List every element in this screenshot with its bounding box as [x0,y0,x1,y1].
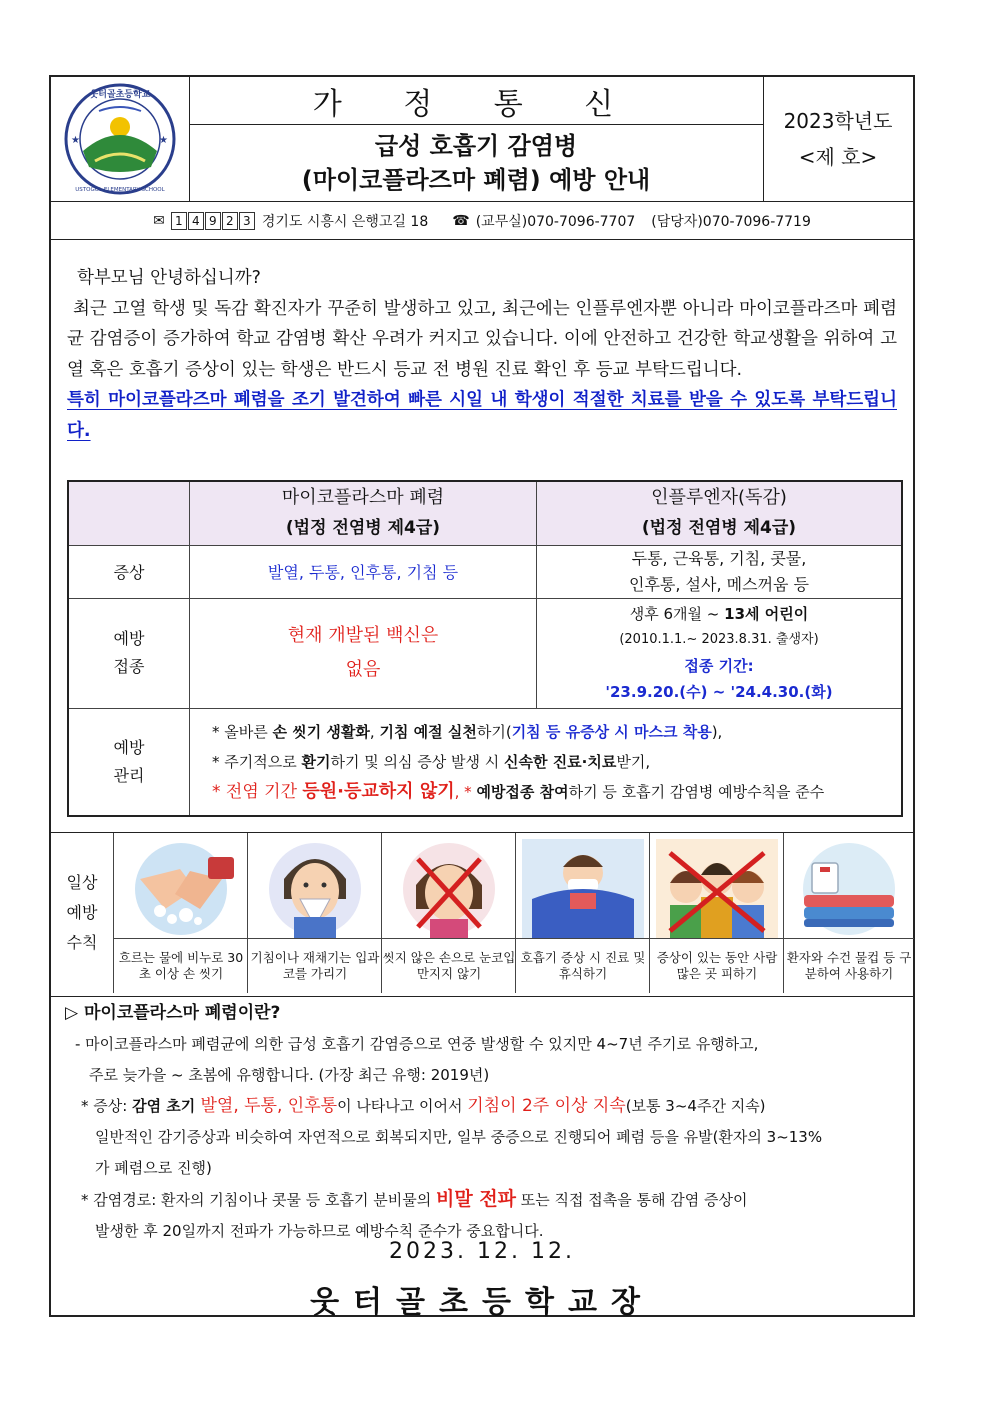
info-line: 일반적인 감기증상과 비슷하여 자연적으로 회복되지만, 일부 중증으로 진행되어 폐렴 등을 유발(환자의 3~13% [95,1128,823,1146]
zip-digit: 3 [239,212,255,230]
vaccine-line: 없음 [345,659,381,680]
subtitle-line-2: (마이코플라즈마 폐렴) 예방 안내 [301,166,651,194]
daily-label [51,833,113,993]
tip-caption: 환자와 수건 물컵 등 구분하여 사용하기 [784,938,914,993]
newsletter-sheet [49,75,915,1320]
info-line: 주로 늦가을 ~ 초봄에 유행합니다. (가장 최근 유행: 2019년) [89,1066,490,1084]
zip-digit: 9 [205,212,221,230]
info-line: 발생한 후 20일까지 전파가 가능하므로 예방수칙 준수가 중요합니다. [95,1222,544,1240]
tip-caption: 호흡기 증상 시 진료 및 휴식하기 [516,938,650,993]
tip-caption: 흐르는 물에 비누로 30초 이상 손 씻기 [114,938,248,993]
row-label-line: 접종 [113,657,145,676]
letter-paragraph: 최근 고열 학생 및 독감 확진자가 꾸준히 발생하고 있고, 최근에는 인플루엔자뿐 아니라 마이코플라즈마 폐렴균 감염증이 증가하여 학교 감염병 확산 우려가 커지고 있습니다. 이에 안전하고 건강한 학교생활을 위하여 고열 혹은 호흡기 증상이 있는 학생은 반드시 등교 전 병원 진료 확인 후 등교 부탁드립니다. [67,298,897,380]
title-cell [189,77,764,201]
table-row-vaccine [68,598,902,708]
daily-label-line: 예방 [66,903,98,922]
influenza-vaccine [537,598,903,708]
daily-label-line: 일상 [66,873,98,892]
row-label [68,598,190,708]
tip-caption: 기침이나 재채기는 입과 코를 가리기 [248,938,382,993]
vaccine-period: '23.9.20.(수) ~ '24.4.30.(화) [605,683,833,701]
mail-icon: ✉ [153,212,165,229]
influenza-symptom [537,545,903,598]
zip-digit: 1 [171,212,187,230]
influenza-title: 인플루엔자(독감) [651,487,787,509]
table-row-symptom [68,545,902,598]
covering-mouth-icon [254,839,376,939]
school-year: 2023학년도 [783,109,893,133]
table-row-management [68,708,902,816]
prevention-rules [190,708,903,816]
mycoplasma-symptom: 발열, 두통, 인후통, 기침 등 [190,545,537,598]
vaccine-period-label: 접종 기간: [684,657,754,675]
mycoplasma-vaccine [190,598,537,708]
info-section [65,998,905,1247]
logo-english-text: USTOGOL ELEMENTARY SCHOOL [75,187,165,193]
issue-date: 2023. 12. 12. [389,1239,575,1264]
info-heading: ▷ 마이코플라스마 폐렴이란? [65,1003,281,1023]
emphasis-paragraph: 특히 마이코플라즈마 폐렴을 조기 발견하여 빠른 시일 내 학생이 적절한 치료를 받을 수 있도록 부탁드립니다. [67,390,897,441]
subtitle-line-1: 급성 호흡기 감염병 [374,132,578,160]
table-header-mycoplasma [190,481,537,545]
vaccine-target: 13세 어린이 [724,605,809,623]
rule-line: * 올바른 손 씻기 생활화, 기침 예절 실천하기(기침 등 유증상 시 마스크 착용), [212,722,723,741]
influenza-symptom-line: 두통, 근육통, 기침, 콧물, [631,548,807,568]
tip-caption: 증상이 있는 동안 사람 많은 곳 피하기 [650,938,784,993]
tip-card [649,833,784,993]
influenza-class: (법정 전염병 제4급) [641,518,797,539]
staff-phone: (담당자)070-7096-7719 [651,213,811,230]
letter-body [67,263,897,446]
info-line: - 마이코플라스마 폐렴균에 의한 급성 호흡기 감염증으로 연중 발생할 수 있지만 4~7년 주기로 유행하고, [75,1035,759,1053]
principal-signature: 웃터골초등학교장 [310,1285,654,1320]
resting-icon [522,839,644,939]
no-touch-face-icon [388,839,510,939]
rule-line: * 전염 기간 등원·등교하지 않기, * 예방접종 참여하기 등 호흡기 감염병 예방수칙을 준수 [212,780,825,802]
vaccine-line: 현재 개발된 백신은 [287,625,439,646]
logo-text: 웃터골초등학교 [89,90,151,100]
row-label-line: 예방 [113,629,145,648]
zip-digit: 2 [222,212,238,230]
comparison-table [67,480,903,817]
vaccine-age: 생후 6개월 ~ [629,605,725,623]
row-label [68,708,190,816]
table-header-influenza [537,481,903,545]
school-emblem-icon [51,77,189,201]
row-label-line: 관리 [113,765,145,785]
tip-card [783,833,914,993]
address-bar [51,202,913,240]
svg-text:★: ★ [71,135,80,146]
hand-washing-icon [120,839,242,939]
table-corner [68,481,190,545]
zip-code [171,212,256,230]
greeting: 학부모님 안녕하십니까? [77,268,261,288]
avoid-crowd-icon [656,839,778,939]
tip-caption: 씻지 않은 손으로 눈코입 만지지 않기 [382,938,516,993]
influenza-symptom-line: 인후통, 설사, 메스꺼움 등 [629,574,809,594]
tip-card [113,833,248,993]
issue-number: <제 호> [798,145,878,169]
school-logo [51,77,190,201]
info-route: * 감염경로: 환자의 기침이나 콧물 등 호흡기 분비물의 비말 전파 또는 직접 접촉을 통해 감염 증상이 [81,1188,748,1210]
row-label: 증상 [68,545,190,598]
zip-digit: 4 [188,212,204,230]
tip-card [515,833,650,993]
issue-info [763,77,913,201]
office-phone: (교무실)070-7096-7707 [475,213,636,230]
street-address: 경기도 시흥시 은행고길 18 [261,213,429,230]
vaccine-birth-range: (2010.1.1.~ 2023.8.31. 출생자) [619,632,819,647]
phone-icon: ☎ [452,212,470,229]
tip-card [381,833,516,993]
page-title: 가 정 통 신 [189,77,763,125]
mycoplasma-class: (법정 전염병 제4급) [285,518,441,539]
separate-towel-icon [790,839,908,939]
info-symptom: * 증상: 감염 초기 발열, 두통, 인후통이 나타나고 이어서 기침이 2주 이상 지속(보통 3~4주간 지속) [81,1096,766,1116]
info-line: 가 폐렴으로 진행) [95,1159,212,1177]
notice-subtitle [189,125,763,201]
daily-prevention [51,832,913,997]
rule-line: * 주기적으로 환기하기 및 의심 증상 발생 시 신속한 진료·치료받기, [212,752,651,771]
mycoplasma-title: 마이코플라스마 폐렴 [281,487,445,509]
tip-card [247,833,382,993]
header [51,77,913,202]
daily-label-line: 수칙 [66,933,98,952]
svg-text:★: ★ [159,135,168,146]
row-label-line: 예방 [113,737,145,757]
